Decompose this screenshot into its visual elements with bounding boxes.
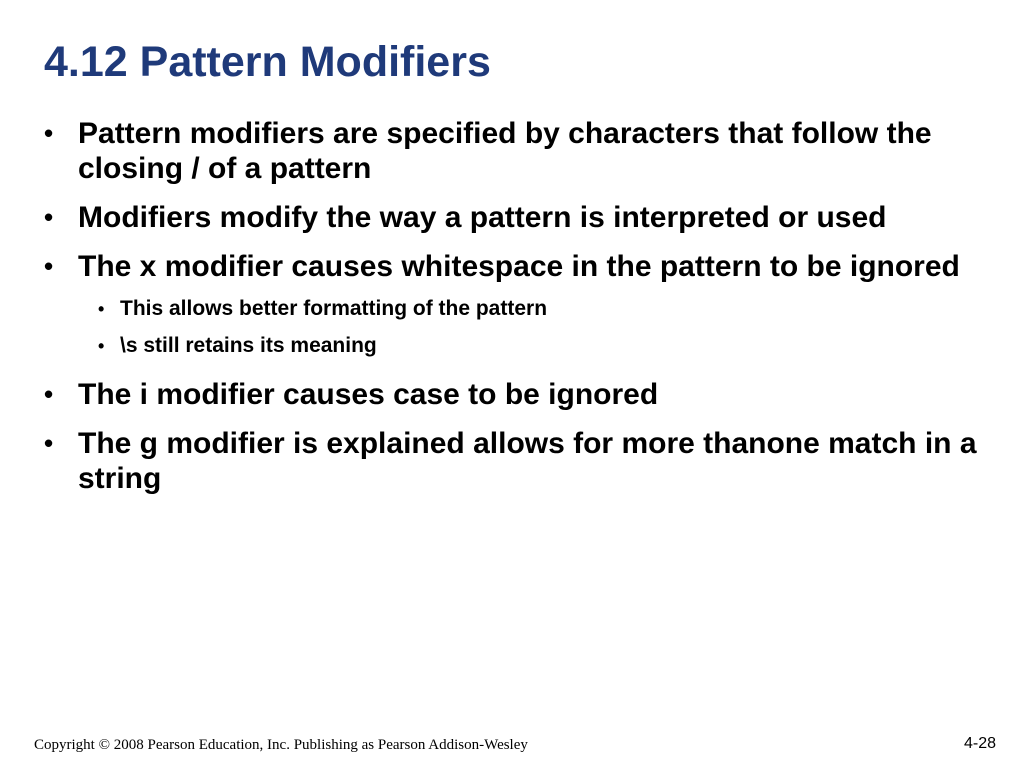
copyright-footer: Copyright © 2008 Pearson Education, Inc. Publishing as Pearson Addison-Wesley — [34, 737, 528, 753]
bullet-item — [44, 116, 1009, 186]
sub-bullet-item — [98, 333, 1009, 359]
bullet-text: Modifiers modify the way a pattern is interpreted or used — [78, 201, 887, 234]
bullet-item — [44, 249, 1009, 359]
bullet-item — [44, 200, 1009, 235]
slide-title: 4.12 Pattern Modifiers — [44, 38, 491, 86]
bullet-item — [44, 377, 1009, 412]
bullet-list — [44, 116, 1009, 510]
bullet-item — [44, 426, 1009, 496]
sub-bullet-item — [98, 296, 1009, 322]
sub-bullet-text: \s still retains its meaning — [120, 334, 377, 357]
sub-bullet-list — [78, 296, 1009, 359]
bullet-text: The x modifier causes whitespace in the pattern to be ignored — [78, 250, 960, 283]
page-number: 4-28 — [963, 735, 996, 752]
bullet-text: The i modifier causes case to be ignored — [78, 378, 659, 411]
sub-bullet-text: This allows better formatting of the pattern — [120, 297, 548, 320]
bullet-text: The g modifier is explained allows for more thanone match in a string — [78, 427, 977, 495]
bullet-text: Pattern modifiers are specified by characters that follow the closing / of a pattern — [78, 117, 932, 185]
